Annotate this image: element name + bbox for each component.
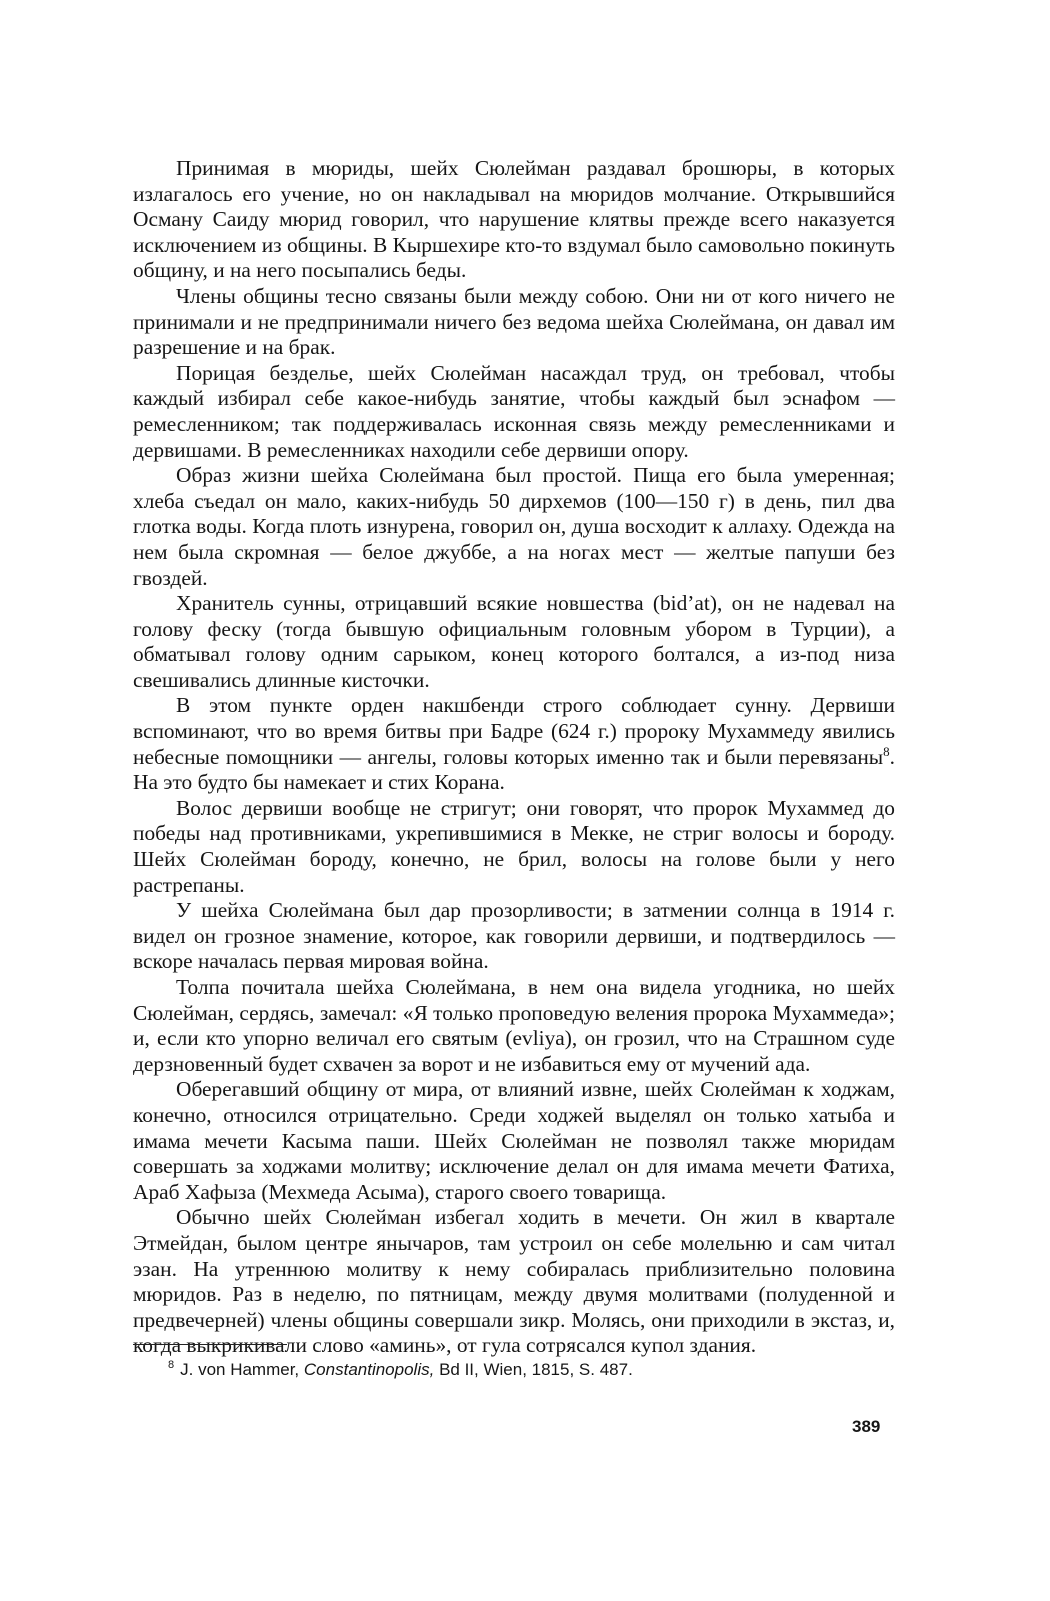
paragraph-2: Члены общины тесно связаны были между собою. Они ни от кого ничего не принимали и не предпринимали ничего без ведома шейха Сюлеймана, он давал им разрешение и на брак. xyxy=(133,283,895,360)
paragraph-5: Хранитель сунны, отрицавший всякие новшества (bid’at), он не надевал на голову феску (тогда бывшую официальным головным убором в Турции), а обматывал голову одним сарыком, конец которого болтался, а из-под низа свешивались длинные кисточки. xyxy=(133,591,895,692)
paragraph-9: Толпа почитала шейха Сюлеймана, в нем она видела угодника, но шейх Сюлейман, сердясь, замечал: «Я только проповедую веления пророка Мухаммеда»; и, если кто упорно величал его святым (evliya), он грозил, что на Страшном суде дерзновенный будет схвачен за ворот и не избавиться ему от мучений ада. xyxy=(133,975,895,1076)
footnote-reference[interactable]: 8 xyxy=(883,743,890,759)
footnote xyxy=(168,1359,888,1381)
page-number: 389 xyxy=(852,1417,881,1436)
main-text xyxy=(133,156,895,1359)
paragraph-10: Оберегавший общину от мира, от влияний извне, шейх Сюлейман к ходжам, конечно, относился отрицательно. Среди ходжей выделял он только хатыба и имама мечети Касыма паши. Шейх Сюлейман не позволял также мюридам совершать за ходжами молитву; исключение делал он для имама мечети Фатиха, Араб Хафыза (Мехмеда Асыма), старого своего товарища. xyxy=(133,1077,895,1204)
paragraph-6-tail: . На это будто бы намекает и стих Корана. xyxy=(133,744,895,795)
paragraph-3: Порицая безделье, шейх Сюлейман насаждал труд, он требовал, чтобы каждый избирал себе какое-нибудь занятие, чтобы каждый был эснафом — ремесленником; так поддерживалась исконная связь между ремесленниками и дервишами. В ремесленниках находили себе дервиши опору. xyxy=(133,360,895,462)
footnote-author: J. von Hammer, xyxy=(180,1360,300,1379)
paragraph-7: Волос дервиши вообще не стригут; они говорят, что пророк Мухаммед до победы над противниками, укрепившимися в Мекке, не стриг волосы и бороду. Шейх Сюлейман бороду, конечно, не брил, волосы на голове были у него растрепаны. xyxy=(133,795,895,897)
paragraph-11: Обычно шейх Сюлейман избегал ходить в мечети. Он жил в квартале Этмейдан, былом центре янычаров, там устроил он себе молельню и сам читал эзан. На утреннюю молитву к нему собиралась приблизительно половина мюридов. Раз в неделю, по пятницам, между двумя молитвами (полуденной и предвечерней) члены общины совершали зикр. Молясь, они приходили в экстаз, и, когда выкрикивали слово «аминь», от гула сотрясался купол здания. xyxy=(133,1205,895,1358)
footnote-title: Constantinopolis, xyxy=(303,1360,435,1379)
paragraph-6 xyxy=(133,693,895,795)
footnote-divider xyxy=(133,1344,287,1345)
footnote-details: Bd II, Wien, 1815, S. 487. xyxy=(439,1360,633,1379)
footnote-mark: 8 xyxy=(168,1359,175,1372)
paragraph-4: Образ жизни шейха Сюлеймана был простой. Пища его была умеренная; хлеба съедал он мало, каких-нибудь 50 дирхемов (100—150 г) в день, пил два глотка воды. Когда плоть изнурена, говорил он, душа восходит к аллаху. Одежда на нем была скромная — белое джуббе, а на ногах мест — желтые папуши без гвоздей. xyxy=(133,463,895,590)
paragraph-8: У шейха Сюлеймана был дар прозорливости; в затмении солнца в 1914 г. видел он грозное знамение, которое, как говорили дервиши, и подтвердилось — вскоре началась первая мировая война. xyxy=(133,898,895,974)
paragraph-1: Принимая в мюриды, шейх Сюлейман раздавал брошюры, в которых излагалось его учение, но он накладывал на мюридов молчание. Открывшийся Осману Саиду мюрид говорил, что нарушение клятвы прежде всего наказуется исключением из общины. В Кыршехире кто-то вздумал было самовольно покинуть общину, и на него посыпались беды. xyxy=(133,156,895,283)
paragraph-6-text: В этом пункте орден накшбенди строго соблюдает сунну. Дервиши вспоминают, что во время битвы при Бадре (624 г.) пророку Мухаммеду явились небесные помощники — ангелы, головы которых именно так и были перевязаны xyxy=(133,693,895,769)
